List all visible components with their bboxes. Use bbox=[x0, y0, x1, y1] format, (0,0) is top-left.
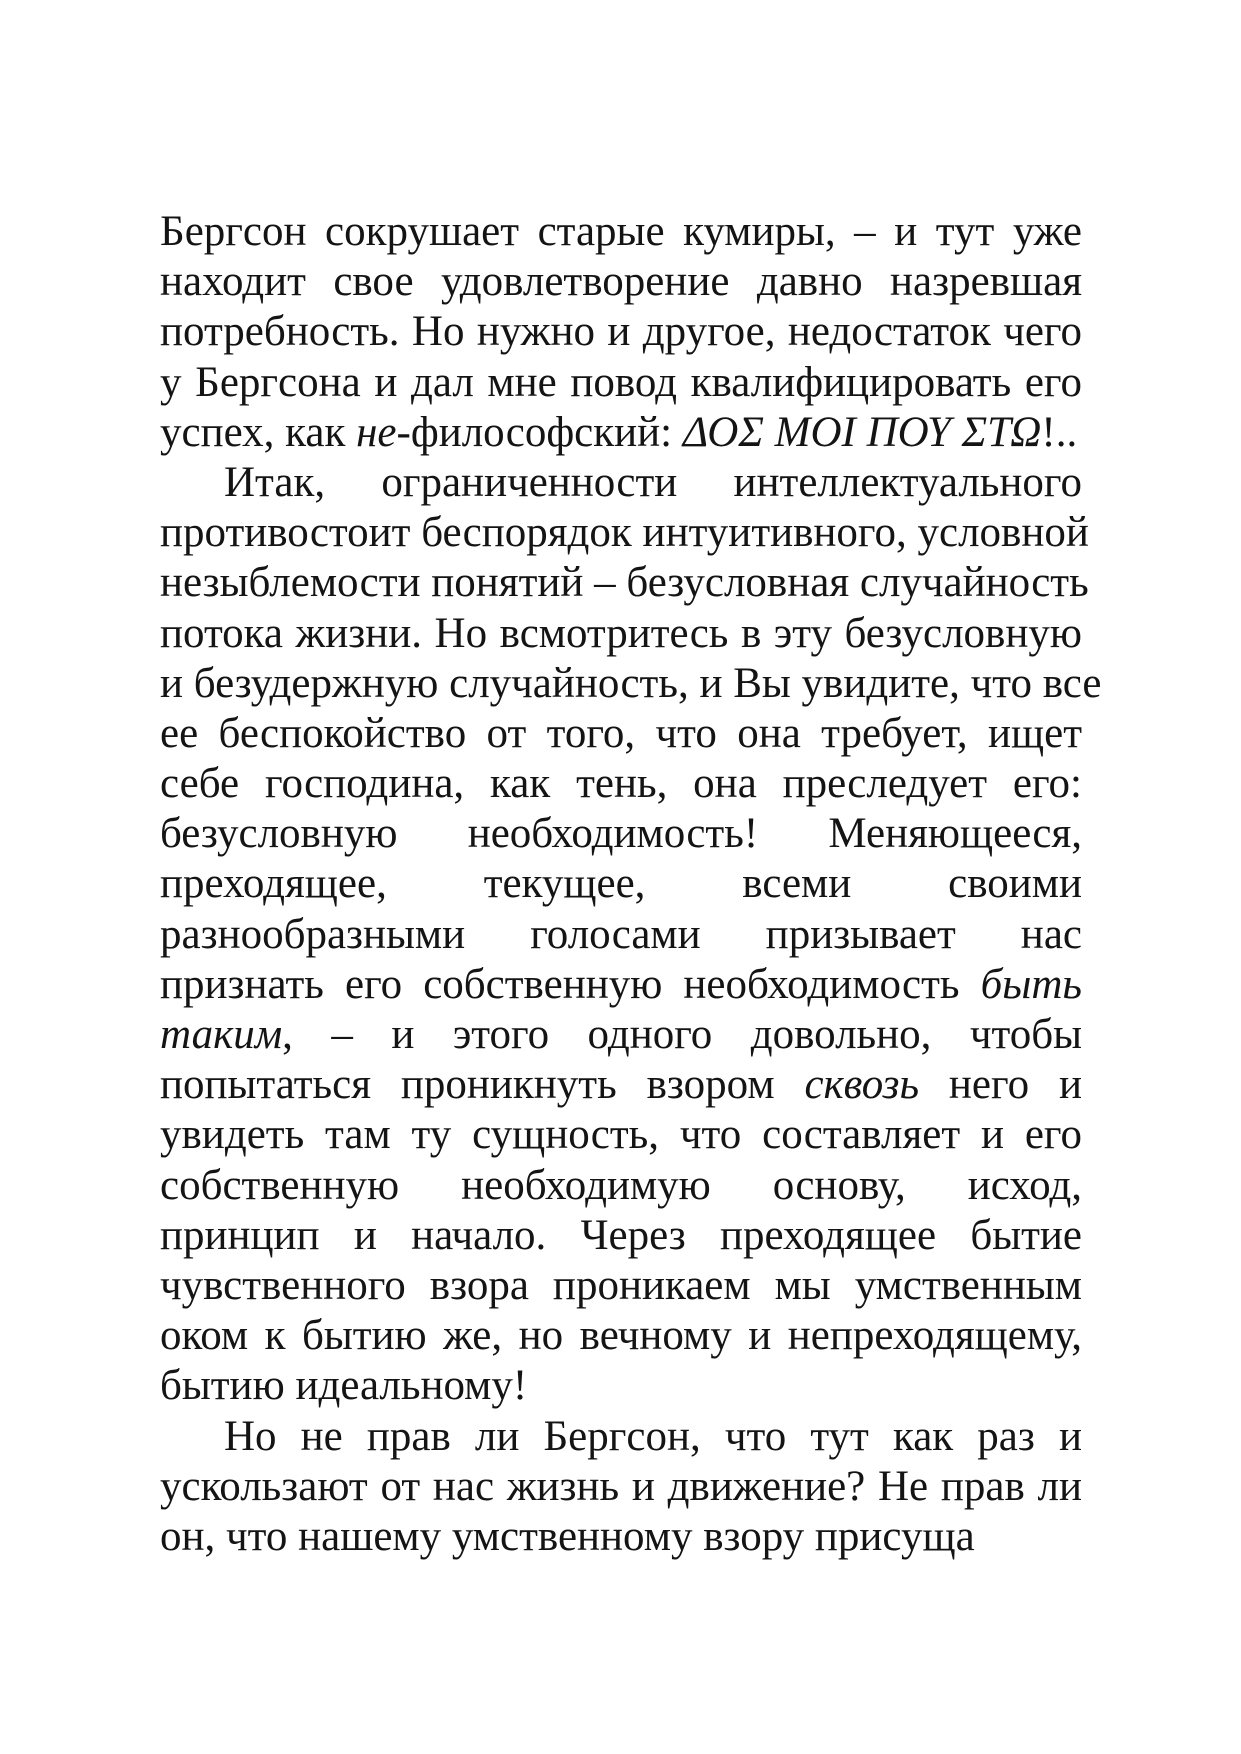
text-run: !.. bbox=[1041, 408, 1078, 456]
text-line bbox=[160, 307, 1082, 357]
text-run: незыблемости понятий – безусловная случайность bbox=[160, 559, 1089, 607]
text-line bbox=[160, 859, 1082, 909]
text-run: чувственного взора проникаем мы умственным bbox=[160, 1261, 1082, 1309]
paragraph bbox=[160, 1412, 1082, 1563]
text-run: попытаться проникнуть взором bbox=[160, 1061, 805, 1109]
italic-text: не bbox=[356, 408, 397, 456]
text-run: себе господина, как тень, она преследует его: bbox=[160, 760, 1082, 808]
body-text bbox=[160, 207, 1102, 1562]
text-run: увидеть там ту сущность, что составляет и его bbox=[160, 1111, 1082, 1159]
text-line bbox=[160, 207, 1082, 257]
text-run: Но не прав ли Бергсон, что тут как раз и bbox=[224, 1412, 1082, 1460]
italic-text: таким bbox=[160, 1011, 283, 1058]
text-line bbox=[160, 558, 1089, 608]
text-line bbox=[160, 1010, 1082, 1060]
text-line bbox=[160, 1512, 1082, 1562]
text-run: безусловную необходимость! Меняющееся, bbox=[160, 810, 1082, 858]
text-run: потока жизни. Но всмотритесь в эту безусловную bbox=[160, 609, 1082, 657]
text-line bbox=[160, 659, 1102, 709]
text-run: ускользают от нас жизнь и движение? Не прав ли bbox=[160, 1462, 1082, 1510]
text-line bbox=[160, 1211, 1082, 1261]
text-run: него и bbox=[919, 1061, 1082, 1109]
text-line bbox=[160, 458, 1082, 508]
text-line bbox=[160, 1412, 1082, 1462]
text-run: Итак, ограниченности интеллектуального bbox=[224, 458, 1082, 506]
text-run: признать его собственную необходимость bbox=[160, 960, 981, 1008]
text-line bbox=[160, 809, 1082, 859]
text-run: Бергсон сокрушает старые кумиры, – и тут уже bbox=[160, 208, 1082, 255]
text-run: и безудержную случайность, и Вы увидите, что все bbox=[160, 659, 1102, 707]
text-line bbox=[160, 1462, 1082, 1512]
paragraph bbox=[160, 458, 1102, 1412]
text-line bbox=[160, 1110, 1082, 1160]
text-run: оком к бытию же, но вечному и непреходящему, bbox=[160, 1312, 1082, 1360]
paragraph bbox=[160, 207, 1082, 458]
italic-text: быть bbox=[980, 960, 1082, 1008]
text-line bbox=[160, 1361, 1082, 1411]
text-line bbox=[160, 910, 1082, 960]
text-run: противостоит беспорядок интуитивного, условной bbox=[160, 509, 1089, 557]
text-run: успех, как bbox=[160, 408, 357, 456]
text-run: ее беспокойство от того, что она требует, ищет bbox=[160, 709, 1082, 757]
text-run: собственную необходимую основу, исход, bbox=[160, 1161, 1082, 1209]
text-line bbox=[160, 1311, 1082, 1361]
italic-text: сквозь bbox=[804, 1061, 920, 1109]
text-line bbox=[160, 1261, 1082, 1311]
text-run: принцип и начало. Через преходящее бытие bbox=[160, 1211, 1082, 1259]
text-line bbox=[160, 709, 1082, 759]
text-line bbox=[160, 257, 1082, 307]
text-line bbox=[160, 609, 1082, 659]
text-line bbox=[160, 358, 1082, 408]
text-run: находит свое удовлетворение давно назревшая bbox=[160, 258, 1082, 306]
text-run: у Бергсона и дал мне повод квалифицировать его bbox=[160, 358, 1082, 406]
text-line bbox=[160, 1161, 1082, 1211]
text-run: потребность. Но нужно и другое, недостаток чего bbox=[160, 308, 1082, 356]
text-run: , – и этого одного довольно, чтобы bbox=[282, 1011, 1082, 1058]
text-line bbox=[160, 1060, 1082, 1110]
text-run: он, что нашему умственному взору присуща bbox=[160, 1512, 975, 1560]
text-line bbox=[160, 508, 1089, 558]
text-line bbox=[160, 408, 1082, 458]
text-run: преходящее, текущее, всеми своими bbox=[160, 860, 1082, 908]
text-run: -философский: bbox=[396, 408, 683, 456]
text-line bbox=[160, 960, 1082, 1010]
text-run: бытию идеальному! bbox=[160, 1362, 528, 1410]
text-run: разнообразными голосами призывает нас bbox=[160, 910, 1082, 958]
text-line bbox=[160, 759, 1082, 809]
italic-text: ΔΟΣ ΜΟΙ ΠΟΥ ΣΤΩ bbox=[682, 408, 1042, 456]
